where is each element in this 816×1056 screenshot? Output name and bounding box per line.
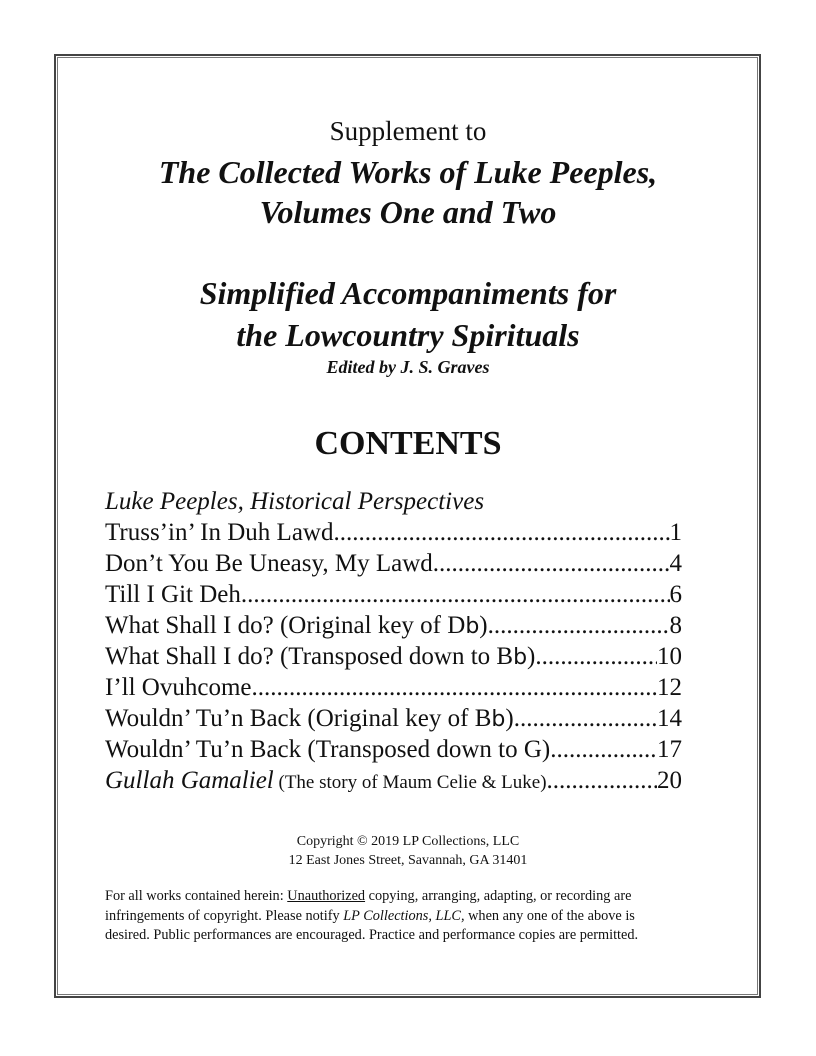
supplement-line: Supplement to: [329, 116, 487, 146]
notice-line-2: infringements of copyright. Please notify LP Collections, LLC, when any one of the above is: [105, 907, 635, 924]
flat-symbol: b: [465, 614, 480, 639]
toc-leader-dots: [433, 548, 670, 579]
toc-leader-dots: [241, 579, 670, 610]
toc-entry-page: 10: [657, 643, 682, 670]
toc-entry-title: What Shall I do? (Transposed down to Bb): [105, 643, 536, 670]
copyright-line: Copyright © 2019 LP Collections, LLC: [296, 834, 520, 849]
toc-entry-title: I’ll Ovuhcome: [105, 674, 252, 701]
toc-entry[interactable]: [105, 672, 682, 703]
simplified-line-1: Simplified Accompaniments for: [199, 275, 617, 311]
toc-entry-title: Wouldn’ Tu’n Back (Transposed down to G): [105, 736, 551, 763]
toc-entry-title: Wouldn’ Tu’n Back (Original key of Bb): [105, 705, 514, 732]
toc-entry-title: What Shall I do? (Original key of Db): [105, 612, 488, 639]
toc-entry[interactable]: [105, 548, 682, 579]
toc-entry[interactable]: [105, 517, 682, 548]
toc-entry[interactable]: [105, 734, 682, 765]
flat-symbol: b: [513, 645, 528, 670]
toc-entry[interactable]: [105, 765, 682, 796]
copyright-notice: [105, 887, 705, 946]
toc-entry[interactable]: [105, 641, 682, 672]
notice-line-1: For all works contained herein: Unauthorized copying, arranging, adapting, or recording are: [105, 888, 632, 904]
toc-entry-page: 6: [669, 581, 682, 608]
toc-entry-title: Till I Git Deh: [105, 581, 241, 608]
flat-symbol: b: [491, 707, 506, 732]
toc-intro: Luke Peeples, Historical Perspectives: [105, 488, 485, 515]
toc-entry-page: 12: [657, 674, 682, 701]
toc-entry-page: 4: [669, 550, 682, 577]
toc-entry-title: Truss’in’ In Duh Lawd: [105, 519, 334, 546]
toc-entry-page: 8: [669, 612, 682, 639]
toc-leader-dots: [333, 517, 669, 548]
simplified-line-2: the Lowcountry Spirituals: [236, 317, 580, 353]
toc-entry[interactable]: [105, 610, 682, 641]
toc-leader-dots: [488, 610, 670, 641]
toc-entry-page: 20: [657, 767, 682, 794]
copyright-block: [0, 832, 816, 870]
toc-leader-dots: [251, 672, 657, 703]
toc-entry-page: 1: [669, 519, 682, 546]
collected-works-line-1: The Collected Works of Luke Peeples,: [158, 154, 658, 190]
toc-entry-page: 17: [657, 736, 682, 763]
toc-leader-dots: [550, 734, 657, 765]
toc-entry-page: 14: [657, 705, 682, 732]
collected-works-title: [0, 152, 816, 232]
toc-entry[interactable]: [105, 579, 682, 610]
toc-leader-dots: [535, 641, 657, 672]
address-line: 12 East Jones Street, Savannah, GA 31401: [288, 853, 528, 868]
toc-entry[interactable]: [105, 703, 682, 734]
contents-heading: CONTENTS: [314, 425, 502, 462]
toc-leader-dots: [514, 703, 657, 734]
table-of-contents: [105, 486, 682, 796]
toc-leader-dots: [547, 765, 657, 796]
toc-entry-title: Gullah Gamaliel (The story of Maum Celie & Luke): [105, 767, 547, 794]
simplified-title: [0, 272, 816, 356]
notice-line-3: desired. Public performances are encouraged. Practice and performance copies are permitted.: [105, 927, 639, 943]
edited-by: Edited by J. S. Graves: [326, 357, 490, 377]
collected-works-line-2: Volumes One and Two: [259, 194, 557, 230]
toc-entry-title: Don’t You Be Uneasy, My Lawd: [105, 550, 433, 577]
